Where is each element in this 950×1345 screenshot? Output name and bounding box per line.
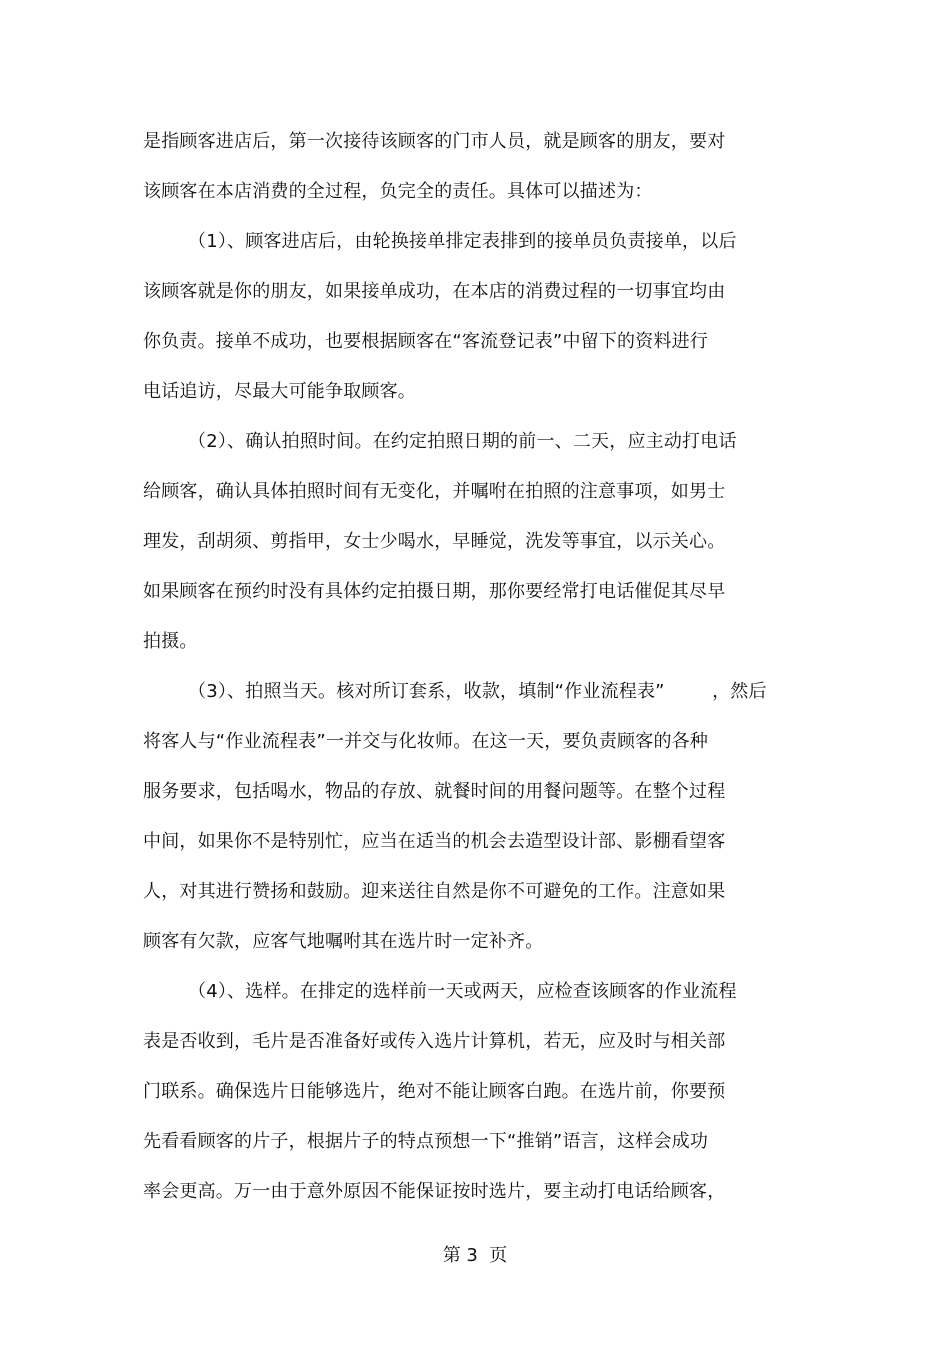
text-line: 率会更高。万一由于意外原因不能保证按时选片，要主动打电话给顾客， <box>143 1181 726 1202</box>
text-line: 该顾客在本店消费的全过程，负完全的责任。具体可以描述为： <box>143 181 653 202</box>
text-line: 给顾客，确认具体拍照时间有无变化，并嘱咐在拍照的注意事项，如男士 <box>143 481 726 502</box>
text-line: （4）、选样。在排定的选样前一天或两天，应检查该顾客的作业流程 <box>188 981 737 1002</box>
text-line: 电话追访，尽最大可能争取顾客。 <box>143 381 416 402</box>
text-line: 中间，如果你不是特别忙，应当在适当的机会去造型设计部、影棚看望客 <box>143 831 726 852</box>
text-line: 人，对其进行赞扬和鼓励。迎来送往自然是你不可避免的工作。注意如果 <box>143 881 726 902</box>
text-line: 拍摄。 <box>143 631 198 652</box>
text-line: 如果顾客在预约时没有具体约定拍摄日期，那你要经常打电话催促其尽早 <box>143 581 726 602</box>
text-line: 先看看顾客的片子，根据片子的特点预想一下“推销”语言，这样会成功 <box>143 1131 709 1152</box>
text-line: 理发，刮胡须、剪指甲，女士少喝水，早睡觉，洗发等事宜，以示关心。 <box>143 531 726 552</box>
text-line: （2）、确认拍照时间。在约定拍照日期的前一、二天，应主动打电话 <box>188 431 737 452</box>
text-line: 门联系。确保选片日能够选片，绝对不能让顾客白跑。在选片前，你要预 <box>143 1081 726 1102</box>
text-line: 该顾客就是你的朋友，如果接单成功，在本店的消费过程的一切事宜均由 <box>143 281 726 302</box>
page-number: 第 3 页 <box>442 1245 508 1266</box>
text-line: 表是否收到，毛片是否准备好或传入选片计算机，若无，应及时与相关部 <box>143 1031 726 1052</box>
text-line: 是指顾客进店后，第一次接待该顾客的门市人员，就是顾客的朋友，要对 <box>143 131 726 152</box>
text-line: 你负责。接单不成功，也要根据顾客在“客流登记表”中留下的资料进行 <box>143 331 709 352</box>
text-line: （3）、拍照当天。核对所订套系，收款，填制“作业流程表” ，然后 <box>188 681 767 702</box>
text-line: 服务要求，包括喝水，物品的存放、就餐时间的用餐问题等。在整个过程 <box>143 781 726 802</box>
text-line: 将客人与“作业流程表”一并交与化妆师。在这一天，要负责顾客的各种 <box>143 731 709 752</box>
text-line: （1）、顾客进店后，由轮换接单排定表排到的接单员负责接单，以后 <box>188 231 737 252</box>
text-line: 顾客有欠款，应客气地嘱咐其在选片时一定补齐。 <box>143 931 544 952</box>
